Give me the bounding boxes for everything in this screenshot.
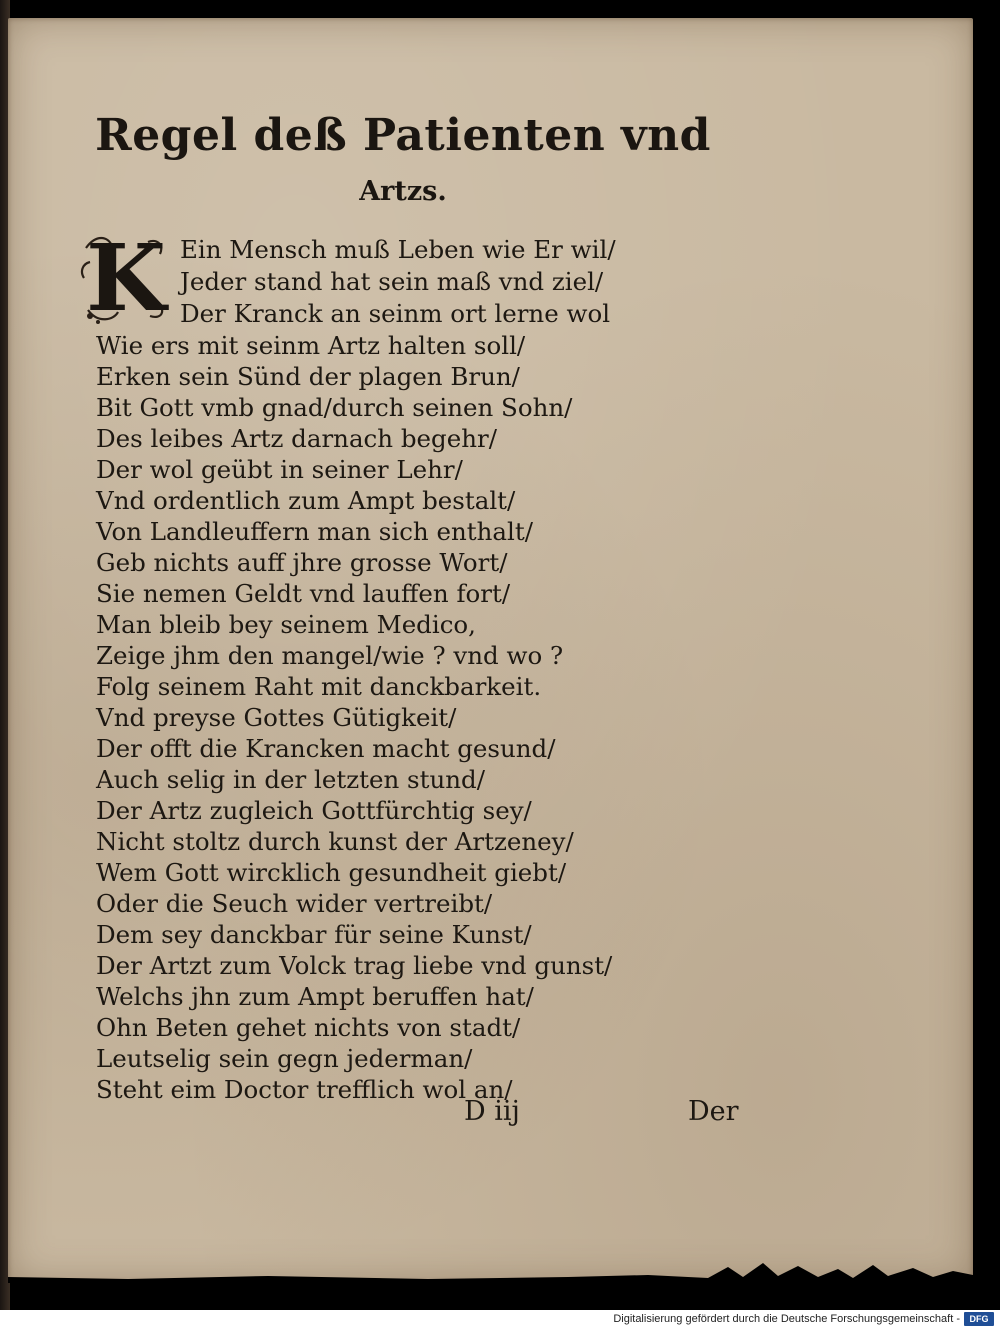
signature-mark: D iij: [464, 1096, 520, 1127]
verse-line: Oder die Seuch wider vertreibt/: [96, 889, 493, 918]
verse-line: Bit Gott vmb gnad/durch seinen Sohn/: [96, 393, 573, 422]
catchword: Der: [688, 1096, 739, 1127]
verse-line: Der Kranck an seinm ort lerne wol: [180, 299, 611, 328]
drop-cap: K: [86, 224, 166, 332]
page-subtitle: Artzs.: [359, 176, 447, 207]
verse-line: Vnd ordentlich zum Ampt bestalt/: [96, 486, 516, 515]
verse-line: Folg seinem Raht mit danckbarkeit.: [96, 672, 542, 701]
verse-line: Wem Gott wircklich gesundheit giebt/: [96, 858, 567, 887]
verse-line: Ohn Beten gehet nichts von stadt/: [96, 1013, 521, 1042]
verse-line: Der wol geübt in seiner Lehr/: [96, 455, 463, 484]
verse-line: Geb nichts auff jhre grosse Wort/: [96, 548, 508, 577]
verse-line: Vnd preyse Gottes Gütigkeit/: [96, 703, 457, 732]
verse-line: Der offt die Krancken macht gesund/: [96, 734, 556, 763]
dfg-logo: DFG: [964, 1312, 994, 1326]
verse-line: Dem sey danckbar für seine Kunst/: [96, 920, 532, 949]
funding-credit: Digitalisierung gefördert durch die Deutsche Forschungsgemeinschaft -: [613, 1313, 960, 1325]
verse-line: Erken sein Sünd der plagen Brun/: [96, 362, 520, 391]
verse-line: Welchs jhn zum Ampt beruffen hat/: [96, 982, 534, 1011]
verse-line: Von Landleuffern man sich enthalt/: [96, 517, 533, 546]
verse-line: Leutselig sein gegn jederman/: [96, 1044, 473, 1073]
page-title: Regel deß Patienten vnd: [95, 110, 711, 161]
verse-line: Sie nemen Geldt vnd lauffen fort/: [96, 579, 511, 608]
verse-line: Zeige jhm den mangel/wie ? vnd wo ?: [96, 641, 564, 670]
verse-line: Jeder stand hat sein maß vnd ziel/: [180, 267, 604, 296]
verse-line: Des leibes Artz darnach begehr/: [96, 424, 497, 453]
verse-line: Ein Mensch muß Leben wie Er wil/: [180, 235, 616, 264]
verse-line: Der Artzt zum Volck trag liebe vnd gunst/: [96, 951, 613, 980]
verse-line: Nicht stoltz durch kunst der Artzeney/: [96, 827, 574, 856]
book-page: [8, 18, 973, 1283]
verse-line: Wie ers mit seinm Artz halten soll/: [96, 331, 526, 360]
ragged-page-edge: [8, 1257, 973, 1283]
verse-line: Steht eim Doctor trefflich wol an/: [96, 1075, 513, 1104]
verse-line: Auch selig in der letzten stund/: [96, 765, 485, 794]
verse-line: Man bleib bey seinem Medico,: [96, 610, 476, 639]
verse-line: Der Artz zugleich Gottfürchtig sey/: [96, 796, 532, 825]
